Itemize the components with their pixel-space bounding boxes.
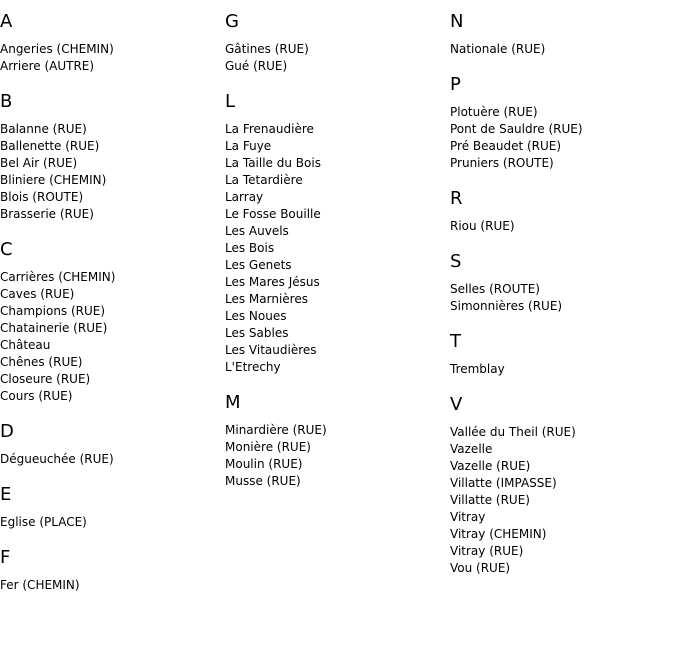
street-list bbox=[0, 269, 225, 405]
list-item bbox=[0, 286, 225, 303]
list-item bbox=[225, 58, 450, 75]
street-list bbox=[450, 218, 675, 235]
letter-heading: S bbox=[450, 251, 462, 272]
street-link[interactable]: Les Auvels bbox=[225, 224, 289, 238]
letter-heading: N bbox=[450, 11, 464, 32]
letter-group-m bbox=[225, 392, 450, 490]
list-item bbox=[225, 257, 450, 274]
street-link[interactable]: Carrières (CHEMIN) bbox=[0, 270, 116, 284]
list-item bbox=[0, 269, 225, 286]
street-link[interactable]: Les Bois bbox=[225, 241, 275, 255]
list-item bbox=[450, 298, 675, 315]
street-link[interactable]: Gué (RUE) bbox=[225, 59, 288, 73]
street-link[interactable]: Selles (ROUTE) bbox=[450, 282, 540, 296]
list-item bbox=[450, 155, 675, 172]
list-item bbox=[0, 577, 225, 594]
street-link[interactable]: Vazelle bbox=[450, 442, 493, 456]
list-item bbox=[225, 456, 450, 473]
letter-heading: F bbox=[0, 547, 11, 568]
list-item bbox=[0, 354, 225, 371]
street-link[interactable]: Musse (RUE) bbox=[225, 474, 301, 488]
list-item bbox=[225, 155, 450, 172]
list-item bbox=[0, 303, 225, 320]
letter-group-r bbox=[450, 188, 675, 235]
street-link[interactable]: Les Genets bbox=[225, 258, 292, 272]
street-link[interactable]: Cours (RUE) bbox=[0, 389, 73, 403]
street-list bbox=[450, 424, 675, 577]
street-link[interactable]: Arriere (AUTRE) bbox=[0, 59, 95, 73]
street-link[interactable]: Vou (RUE) bbox=[450, 561, 511, 575]
letter-heading: G bbox=[225, 11, 239, 32]
letter-group-t bbox=[450, 331, 675, 378]
street-list bbox=[225, 121, 450, 376]
list-item bbox=[225, 291, 450, 308]
letter-heading: A bbox=[0, 11, 13, 32]
list-item bbox=[0, 155, 225, 172]
street-list bbox=[0, 577, 225, 594]
letter-group-n bbox=[450, 11, 675, 58]
street-link[interactable]: Simonnières (RUE) bbox=[450, 299, 563, 313]
letter-group-l bbox=[225, 91, 450, 376]
list-item bbox=[225, 138, 450, 155]
street-link[interactable]: Vitray bbox=[450, 510, 486, 524]
list-item bbox=[450, 218, 675, 235]
list-item bbox=[450, 492, 675, 509]
street-link[interactable]: Closeure (RUE) bbox=[0, 372, 91, 386]
street-list bbox=[0, 451, 225, 468]
street-index-column-2 bbox=[225, 0, 450, 506]
letter-group-v bbox=[450, 394, 675, 577]
street-link[interactable]: Monière (RUE) bbox=[225, 440, 311, 454]
street-link[interactable]: La Taille du Bois bbox=[225, 156, 321, 170]
list-item bbox=[450, 104, 675, 121]
list-item bbox=[225, 439, 450, 456]
street-link[interactable]: Minardière (RUE) bbox=[225, 423, 327, 437]
street-list bbox=[225, 422, 450, 490]
letter-heading: B bbox=[0, 91, 13, 112]
letter-heading: V bbox=[450, 394, 463, 415]
street-list bbox=[450, 361, 675, 378]
list-item bbox=[0, 320, 225, 337]
list-item bbox=[0, 189, 225, 206]
letter-heading: C bbox=[0, 239, 13, 260]
letter-group-c bbox=[0, 239, 225, 405]
list-item bbox=[450, 441, 675, 458]
list-item bbox=[225, 172, 450, 189]
letter-group-g bbox=[225, 11, 450, 75]
street-link[interactable]: Larray bbox=[225, 190, 264, 204]
street-link[interactable]: Angeries (CHEMIN) bbox=[0, 42, 114, 56]
list-item bbox=[0, 58, 225, 75]
street-link[interactable]: Pruniers (ROUTE) bbox=[450, 156, 554, 170]
list-item bbox=[225, 121, 450, 138]
street-link[interactable]: L'Etrechy bbox=[225, 360, 281, 374]
street-link[interactable]: Gâtines (RUE) bbox=[225, 42, 309, 56]
street-link[interactable]: Villatte (RUE) bbox=[450, 493, 530, 507]
letter-group-b bbox=[0, 91, 225, 223]
street-link[interactable]: Les Marnières bbox=[225, 292, 308, 306]
street-index-column-1 bbox=[0, 0, 225, 610]
street-link[interactable]: Vitray (CHEMIN) bbox=[450, 527, 547, 541]
list-item bbox=[450, 526, 675, 543]
letter-group-d bbox=[0, 421, 225, 468]
street-link[interactable]: Chênes (RUE) bbox=[0, 355, 83, 369]
list-item bbox=[450, 121, 675, 138]
street-list bbox=[450, 281, 675, 315]
street-link[interactable]: Vallée du Theil (RUE) bbox=[450, 425, 576, 439]
street-list bbox=[450, 104, 675, 172]
list-item bbox=[0, 172, 225, 189]
street-link[interactable]: Tremblay bbox=[450, 362, 505, 376]
list-item bbox=[225, 342, 450, 359]
list-item bbox=[225, 274, 450, 291]
street-link[interactable]: Brasserie (RUE) bbox=[0, 207, 94, 221]
letter-heading: L bbox=[225, 91, 236, 112]
letter-heading: M bbox=[225, 392, 241, 413]
list-item bbox=[225, 41, 450, 58]
street-link[interactable]: Moulin (RUE) bbox=[225, 457, 303, 471]
street-link[interactable]: Balanne (RUE) bbox=[0, 122, 87, 136]
street-link[interactable]: Caves (RUE) bbox=[0, 287, 75, 301]
letter-heading: P bbox=[450, 74, 461, 95]
street-list bbox=[450, 41, 675, 58]
list-item bbox=[225, 240, 450, 257]
list-item bbox=[0, 388, 225, 405]
list-item bbox=[0, 514, 225, 531]
letter-heading: D bbox=[0, 421, 14, 442]
list-item bbox=[225, 206, 450, 223]
letter-group-p bbox=[450, 74, 675, 172]
list-item bbox=[225, 308, 450, 325]
street-link[interactable]: Pont de Sauldre (RUE) bbox=[450, 122, 583, 136]
letter-group-a bbox=[0, 11, 225, 75]
street-index-column-3 bbox=[450, 0, 675, 593]
list-item bbox=[225, 325, 450, 342]
letter-group-s bbox=[450, 251, 675, 315]
street-link[interactable]: Les Noues bbox=[225, 309, 287, 323]
street-link[interactable]: La Fuye bbox=[225, 139, 272, 153]
street-link[interactable]: Blois (ROUTE) bbox=[0, 190, 84, 204]
list-item bbox=[0, 371, 225, 388]
list-item bbox=[450, 424, 675, 441]
list-item bbox=[450, 509, 675, 526]
list-item bbox=[225, 473, 450, 490]
street-list bbox=[225, 41, 450, 75]
street-list bbox=[0, 41, 225, 75]
street-link[interactable]: La Tetardière bbox=[225, 173, 303, 187]
list-item bbox=[450, 41, 675, 58]
list-item bbox=[0, 337, 225, 354]
list-item bbox=[0, 121, 225, 138]
street-link[interactable]: Le Fosse Bouille bbox=[225, 207, 321, 221]
letter-group-e bbox=[0, 484, 225, 531]
street-link[interactable]: Chatainerie (RUE) bbox=[0, 321, 108, 335]
street-link[interactable]: La Frenaudière bbox=[225, 122, 314, 136]
street-link[interactable]: Riou (RUE) bbox=[450, 219, 515, 233]
list-item bbox=[450, 138, 675, 155]
list-item bbox=[450, 543, 675, 560]
street-link[interactable]: Les Mares Jésus bbox=[225, 275, 320, 289]
street-link[interactable]: Villatte (IMPASSE) bbox=[450, 476, 557, 490]
street-list bbox=[0, 514, 225, 531]
list-item bbox=[450, 458, 675, 475]
street-link[interactable]: Vitray (RUE) bbox=[450, 544, 524, 558]
list-item bbox=[450, 475, 675, 492]
street-link[interactable]: Ballenette (RUE) bbox=[0, 139, 100, 153]
street-link[interactable]: Dégueuchée (RUE) bbox=[0, 452, 114, 466]
street-link[interactable]: Château bbox=[0, 338, 51, 352]
list-item bbox=[450, 560, 675, 577]
list-item bbox=[0, 138, 225, 155]
street-link[interactable]: Champions (RUE) bbox=[0, 304, 106, 318]
letter-heading: R bbox=[450, 188, 463, 209]
letter-heading: T bbox=[450, 331, 461, 352]
list-item bbox=[0, 451, 225, 468]
street-link[interactable]: Les Sables bbox=[225, 326, 289, 340]
street-link[interactable]: Pré Beaudet (RUE) bbox=[450, 139, 562, 153]
street-link[interactable]: Les Vitaudières bbox=[225, 343, 317, 357]
street-list bbox=[0, 121, 225, 223]
street-link[interactable]: Nationale (RUE) bbox=[450, 42, 546, 56]
list-item bbox=[225, 359, 450, 376]
street-link[interactable]: Plotuère (RUE) bbox=[450, 105, 538, 119]
street-link[interactable]: Bel Air (RUE) bbox=[0, 156, 78, 170]
street-link[interactable]: Fer (CHEMIN) bbox=[0, 578, 80, 592]
list-item bbox=[0, 206, 225, 223]
list-item bbox=[0, 41, 225, 58]
list-item bbox=[225, 223, 450, 240]
street-link[interactable]: Bliniere (CHEMIN) bbox=[0, 173, 107, 187]
list-item bbox=[225, 189, 450, 206]
list-item bbox=[225, 422, 450, 439]
letter-group-f bbox=[0, 547, 225, 594]
street-link[interactable]: Eglise (PLACE) bbox=[0, 515, 87, 529]
street-link[interactable]: Vazelle (RUE) bbox=[450, 459, 531, 473]
list-item bbox=[450, 281, 675, 298]
list-item bbox=[450, 361, 675, 378]
letter-heading: E bbox=[0, 484, 12, 505]
